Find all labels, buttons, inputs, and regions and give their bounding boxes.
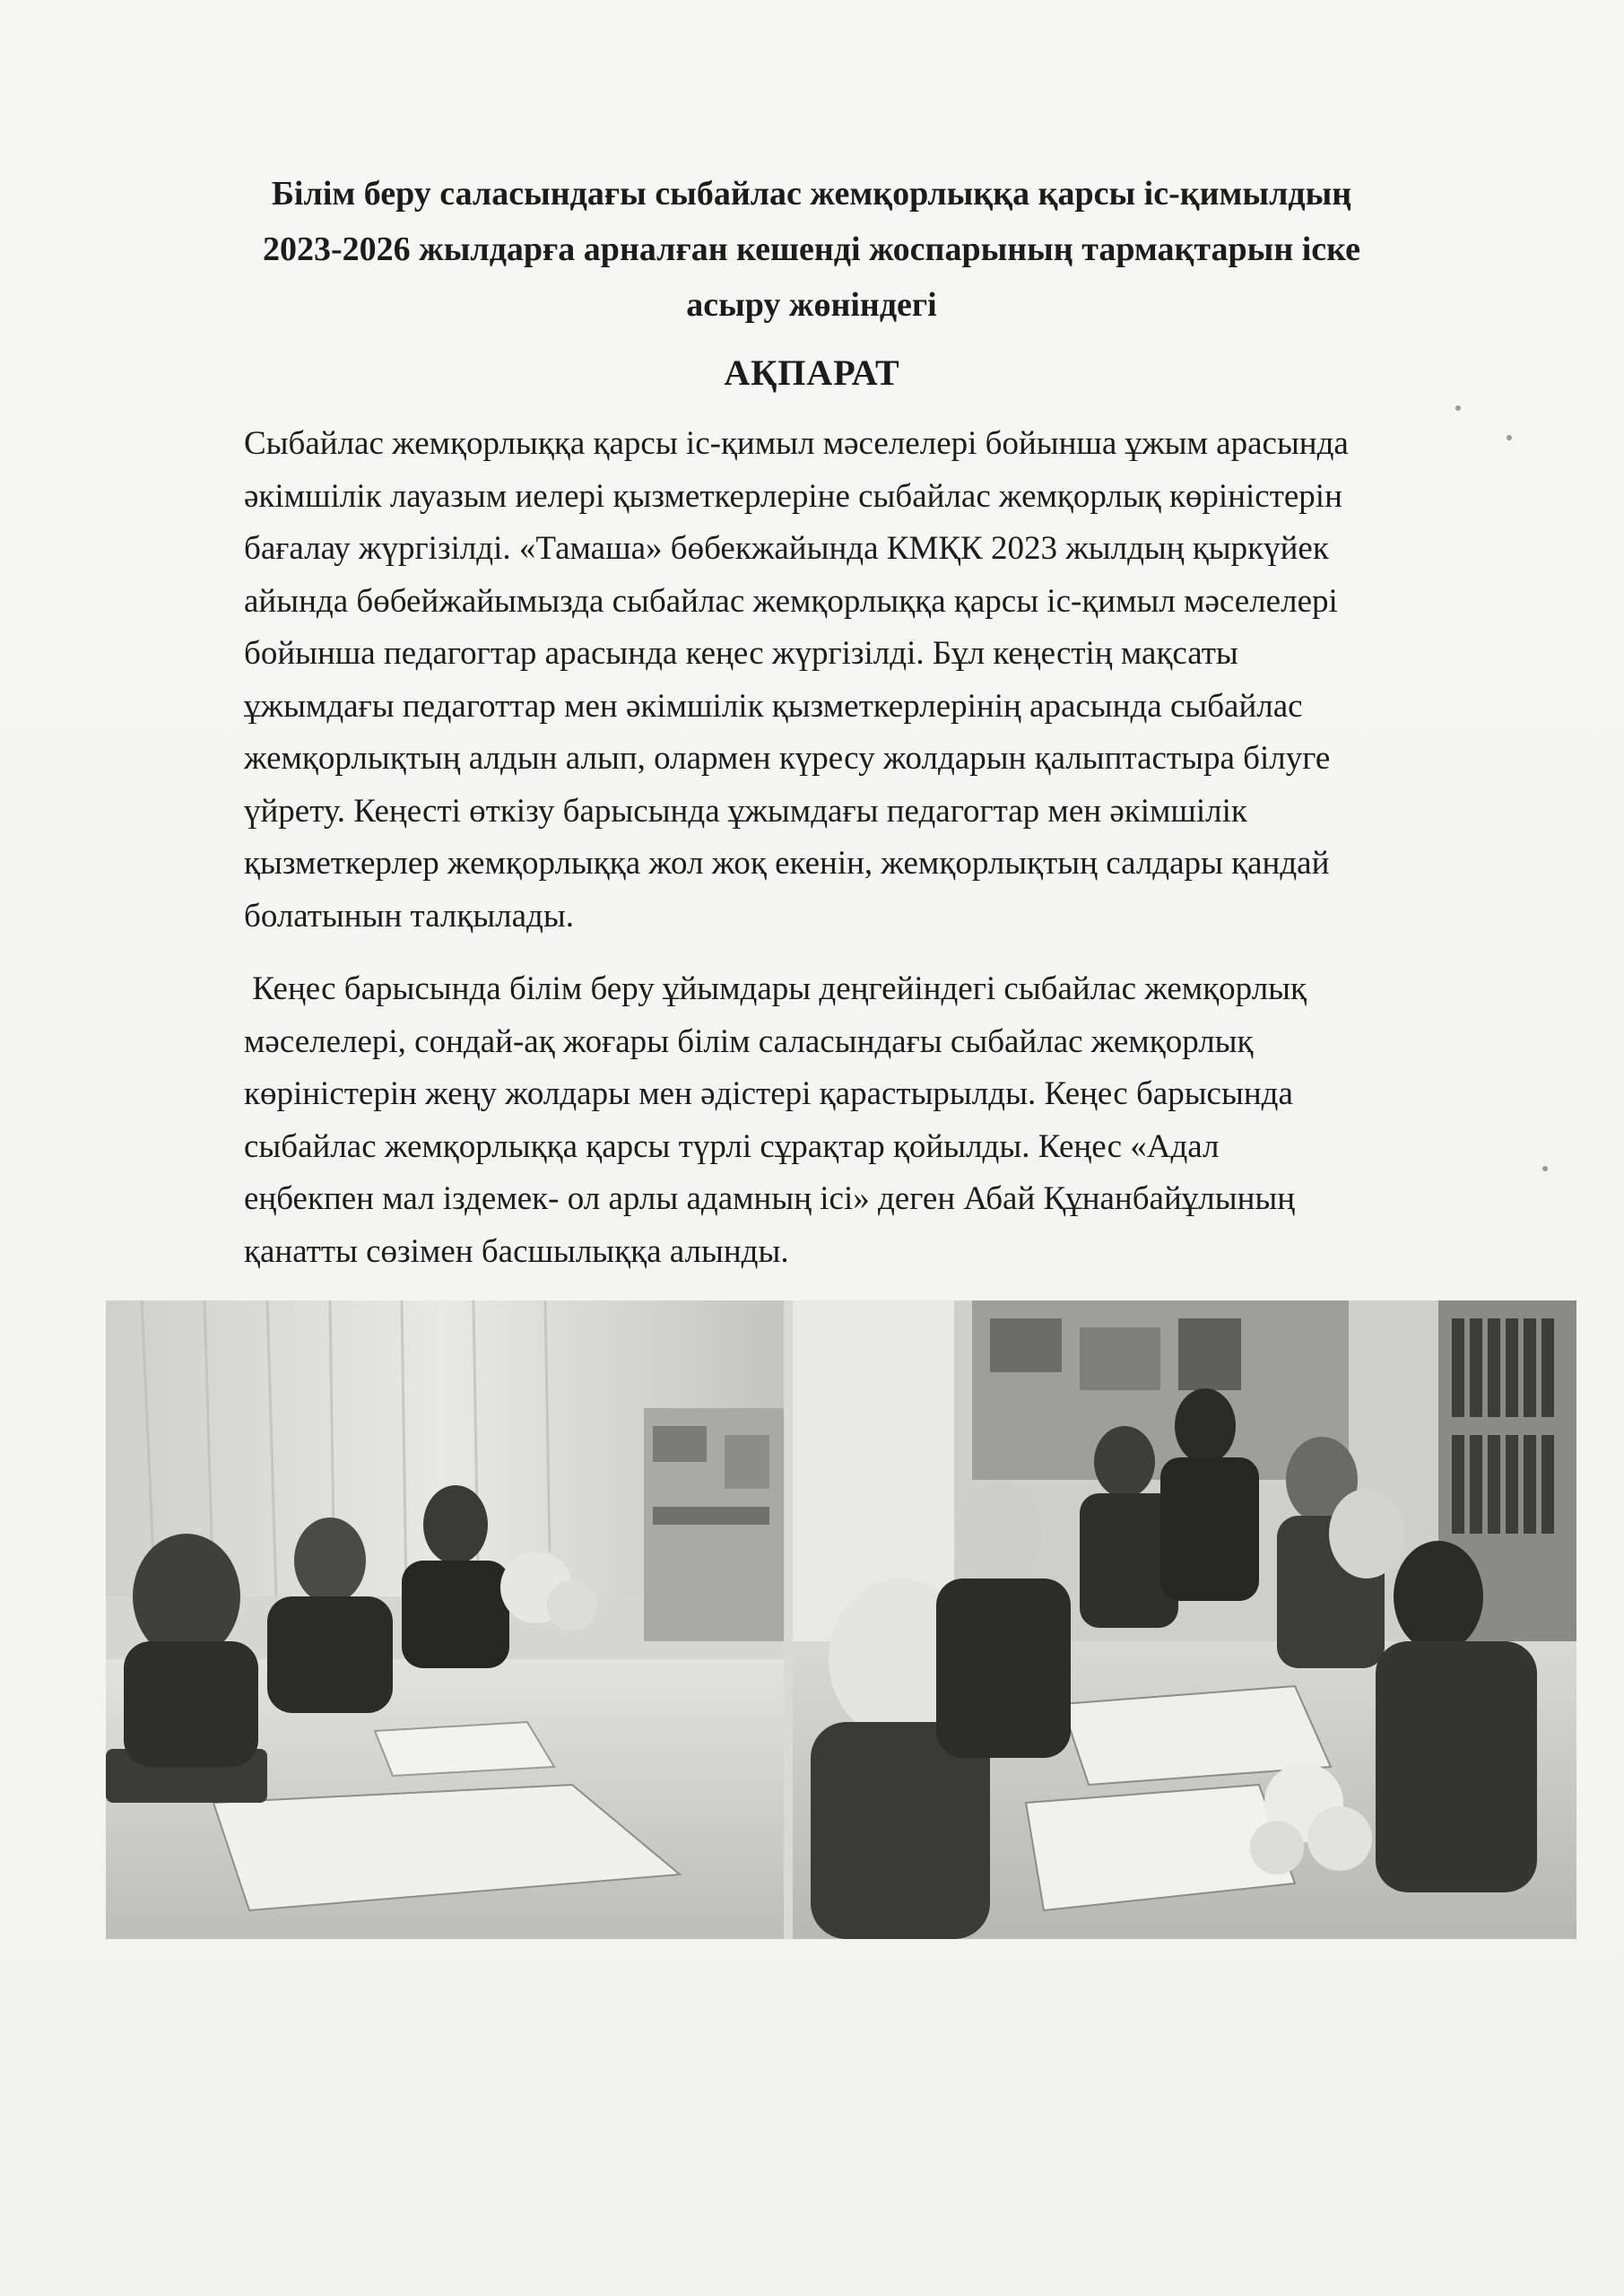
paragraph-line: мәселелері, сондай-ақ жоғары білім саласындағы сыбайлас жемқорлық [244,1022,1254,1060]
paragraph-line: сыбайлас жемқорлыққа қарсы түрлі сұрақтар қойылды. Кеңес «Адал [244,1127,1220,1165]
scan-speck [1507,435,1512,440]
meeting-photo-right-image [793,1300,1576,1939]
paragraph-line: ұжымдағы педаготтар мен әкімшілік қызметкерлерінің арасында сыбайлас [244,687,1303,725]
paragraph-line: болатынын талқылады. [244,897,574,935]
paragraph-line: Сыбайлас жемқорлыққа қарсы іс-қимыл мәселелері бойынша ұжым арасында [244,425,1349,462]
document-label: АҚПАРАТ [724,352,900,393]
meeting-photo-right [793,1300,1576,1939]
paragraph-line: айында бөбейжайымызда сыбайлас жемқорлыққа қарсы іс-қимыл мәселелері [244,582,1338,620]
paragraph-line: әкімшілік лауазым иелері қызметкерлеріне сыбайлас жемқорлық көріністерін [244,477,1342,515]
scan-speck [1455,405,1461,411]
paragraph-1 [244,418,1499,943]
meeting-photo-left [106,1300,784,1939]
photo-collage [106,1300,1576,1939]
paragraph-line: жемқорлықтың алдын алып, олармен күресу жолдарын қалыптастыра білуге [244,740,1331,777]
paragraph-line: үйрету. Кеңесті өткізу барысында ұжымдағы педагогтар мен әкімшілік [244,792,1247,830]
document-heading [179,166,1444,333]
paragraph-line: еңбекпен мал іздемек- ол арлы адамның ісі» деген Абай Құнанбайұлының [244,1180,1296,1217]
meeting-photo-left-image [106,1300,784,1939]
heading-line: асыру жөніндегі [686,286,937,324]
heading-line: 2023-2026 жылдарға арналған кешенді жоспарының тармақтарын іске [263,230,1360,268]
paragraph-line: бойынша педагогтар арасында кеңес жүргізілді. Бұл кеңестің мақсаты [244,635,1238,672]
paragraph-line: көріністерін жеңу жолдары мен әдістері қарастырылды. Кеңес барысында [244,1075,1293,1112]
paragraph-2 [244,963,1499,1278]
paragraph-line: бағалау жүргізілді. «Тамаша» бөбекжайында КМҚК 2023 жылдың қыркүйек [244,530,1329,567]
paragraph-line: қанатты сөзімен басшылыққа алынды. [244,1232,789,1270]
heading-line: Білім беру саласындағы сыбайлас жемқорлыққа қарсы іс-қимылдың [271,175,1352,213]
paragraph-line: Кеңес барысында білім беру ұйымдары деңгейіндегі сыбайлас жемқорлық [244,970,1307,1007]
paragraph-line: қызметкерлер жемқорлыққа жол жоқ екенін, жемқорлықтың салдары қандай [244,845,1330,882]
scan-speck [1542,1166,1548,1171]
